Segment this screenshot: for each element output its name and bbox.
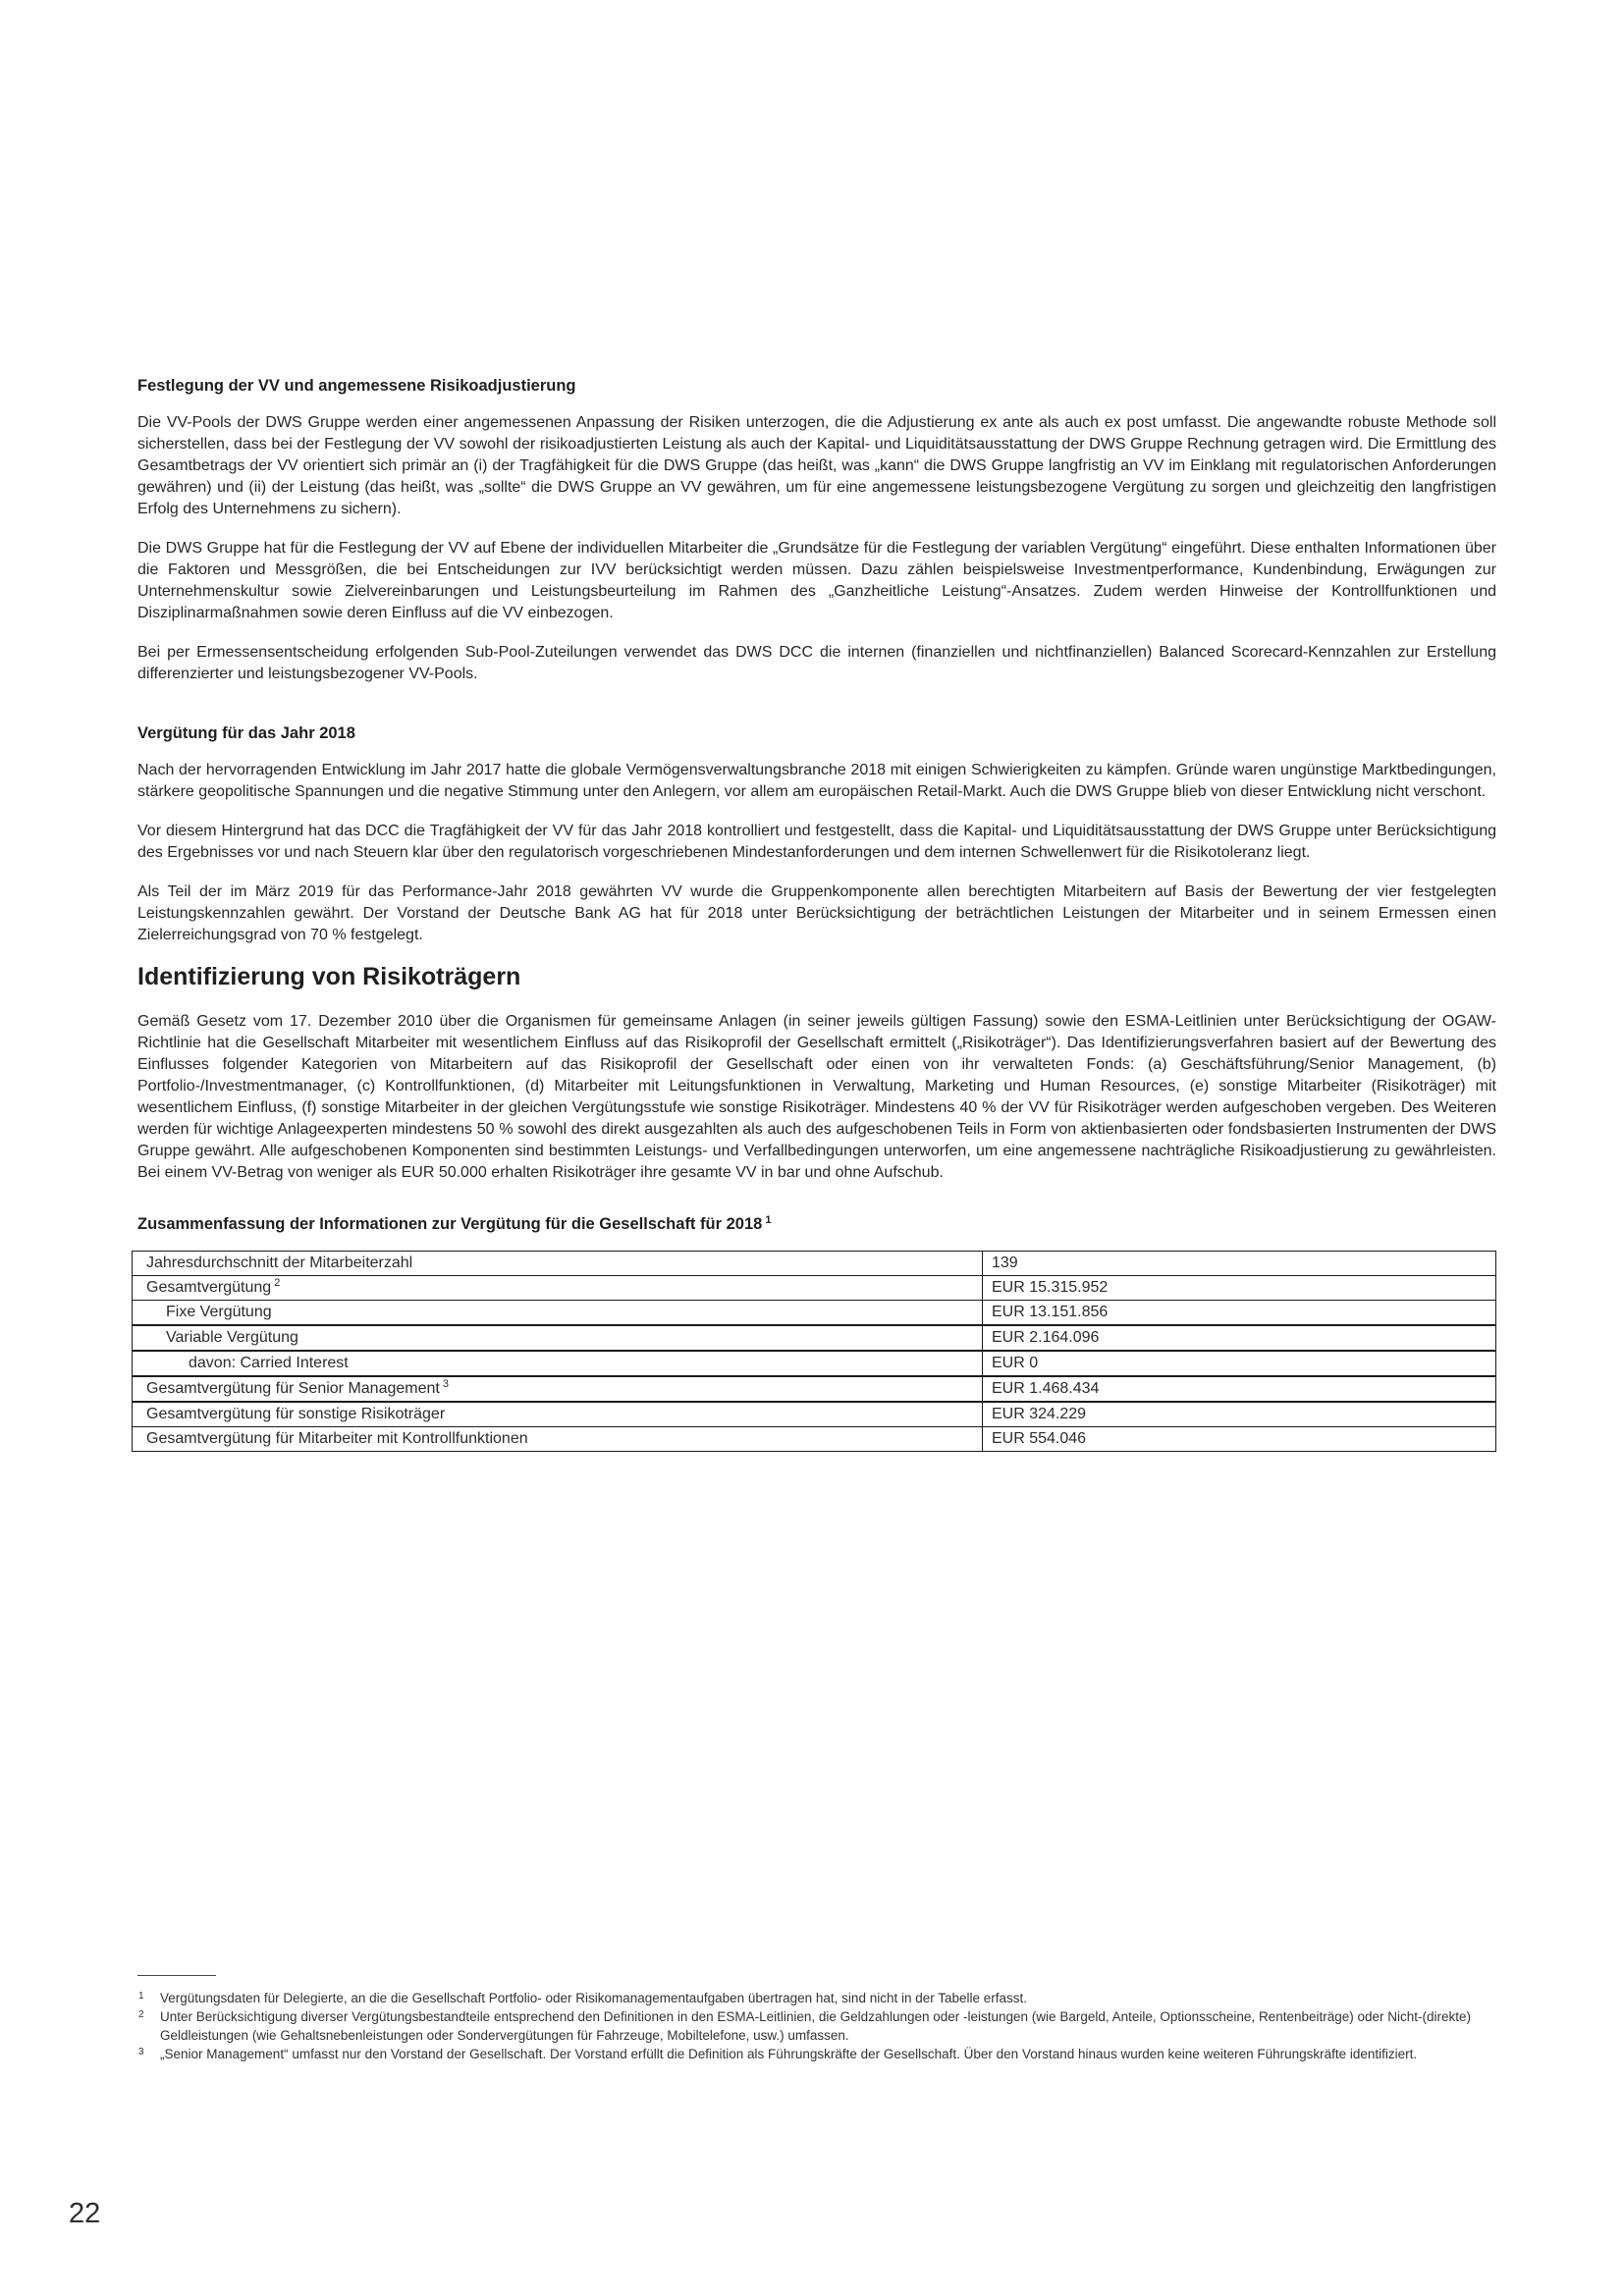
footnote bbox=[137, 2045, 1496, 2063]
paragraph: Die DWS Gruppe hat für die Festlegung der VV auf Ebene der individuellen Mitarbeiter die „Grundsätze für die Festlegung der variablen Vergütung“ eingeführt. Diese enthalten Informationen über die Faktoren und Messgrößen, die bei Entscheidungen zur IVV berücksichtigt werden müssen. Dazu zählen beispielsweise Investmentperformance, Kundenbindung, Erwägungen zur Unternehmenskultur sowie Zielvereinbarungen und Leistungsbeurteilung im Rahmen des „Ganzheitliche Leistung“-Ansatzes. Zudem werden Hinweise der Kontrollfunktionen und Disziplinarmaßnahmen sowie deren Einfluss auf die VV einbezogen. bbox=[137, 540, 1496, 621]
table-title: Zusammenfassung der Informationen zur Vergütung für die Gesellschaft für 2018 $^1$ bbox=[137, 1213, 772, 1233]
row-label-cell: Jahresdurchschnitt der Mitarbeiterzahl bbox=[133, 1252, 983, 1276]
row-label-cell: davon: Carried Interest bbox=[133, 1351, 983, 1376]
paragraph: Vor diesem Hintergrund hat das DCC die Tragfähigkeit der VV für das Jahr 2018 kontrolliert und festgestellt, dass die Kapital- und Liquiditätsausstattung der DWS Gruppe unter Berücksichtigung des Ergebnisses vor und nach Steuern klar über den regulatorisch vorgeschriebenen Mindestanforderungen und dem internen Schwellenwert für die Risikotoleranz liegt. bbox=[137, 823, 1496, 861]
superscript: 2 bbox=[274, 1276, 281, 1289]
table-title-superscript: 1 bbox=[765, 1213, 772, 1226]
table-row bbox=[133, 1351, 1496, 1376]
row-label-cell: Gesamtvergütung $^2$ bbox=[133, 1276, 983, 1301]
paragraph: Nach der hervorragenden Entwicklung im Jahr 2017 hatte die globale Vermögensverwaltungsbranche 2018 mit einigen Schwierigkeiten zu kämpfen. Gründe waren ungünstige Marktbedingungen, stärkere geopolitische Spannungen und die negative Stimmung unter den Anlegern, vor allem am europäischen Retail-Markt. Auch die DWS Gruppe blieb von dieser Entwicklung nicht verschont. bbox=[137, 762, 1496, 800]
table-row bbox=[133, 1376, 1496, 1402]
row-label-cell: Variable Vergütung bbox=[133, 1325, 983, 1351]
footnote-marker: 3 bbox=[138, 2047, 144, 2057]
footnote-rule bbox=[137, 1975, 216, 1976]
row-label-cell: Gesamtvergütung für Mitarbeiter mit Kontrollfunktionen bbox=[133, 1427, 983, 1452]
paragraph: Bei per Ermessensentscheidung erfolgenden Sub-Pool-Zuteilungen verwendet das DWS DCC die internen (finanziellen und nichtfinanziellen) Balanced Scorecard-Kennzahlen zur Erstellung differenzierter und leistungsbezogener VV-Pools. bbox=[137, 644, 1496, 682]
footnote bbox=[137, 1989, 1496, 2007]
section-heading-identifizierung: Identifizierung von Risikoträgern bbox=[137, 963, 521, 990]
table-row bbox=[133, 1301, 1496, 1326]
row-value-cell: EUR 1.468.434 bbox=[983, 1376, 1496, 1402]
footnote bbox=[137, 2007, 1496, 2045]
superscript: 3 bbox=[442, 1377, 449, 1390]
page-number: 22 bbox=[69, 2198, 101, 2229]
footnote-marker: 1 bbox=[138, 1991, 144, 2002]
footnote-text: „Senior Management“ umfasst nur den Vorstand der Gesellschaft. Der Vorstand erfüllt die Definition als Führungskräfte der Gesellschaft. Über den Vorstand hinaus wurden keine weiteren Führungskräfte identifiziert. bbox=[160, 2047, 1418, 2061]
row-value-cell: EUR 13.151.856 bbox=[983, 1301, 1496, 1326]
row-value-cell: EUR 0 bbox=[983, 1351, 1496, 1376]
footnote-text: Unter Berücksichtigung diverser Vergütungsbestandteile entsprechend den Definitionen in den ESMA-Leitlinien, die Geldzahlungen oder -leistungen (wie Bargeld, Anteile, Optionsscheine, Rentenbeiträge) oder Nicht-(direkte) Geldleistungen (wie Gehaltsnebenleistungen oder Sondervergütungen für Fahrzeuge, Mobiltelefone, usw.) umfassen. bbox=[160, 2009, 1472, 2043]
row-value-cell: EUR 15.315.952 bbox=[983, 1276, 1496, 1301]
section-heading-verguetung-2018: Vergütung für das Jahr 2018 bbox=[137, 724, 355, 742]
section-heading-risikoadjustierung: Festlegung der VV und angemessene Risikoadjustierung bbox=[137, 377, 576, 395]
document-body bbox=[137, 375, 1496, 1452]
footnote-text: Vergütungsdaten für Delegierte, an die die Gesellschaft Portfolio- oder Risikomanagementaufgaben übertragen hat, sind nicht in der Tabelle erfasst. bbox=[160, 1991, 1028, 2005]
paragraph: Als Teil der im März 2019 für das Performance-Jahr 2018 gewährten VV wurde die Gruppenkomponente allen berechtigten Mitarbeitern auf Basis der Bewertung der vier festgelegten Leistungskennzahlen gewährt. Der Vorstand der Deutsche Bank AG hat für 2018 unter Berücksichtigung der beträchtlichen Leistungen der Mitarbeiter und in seinem Ermessen einen Zielerreichungsgrad von 70 % festgelegt. bbox=[137, 883, 1496, 943]
footnote-marker: 2 bbox=[138, 2009, 144, 2020]
footnotes-block bbox=[137, 1975, 1496, 2063]
row-value-cell: EUR 324.229 bbox=[983, 1402, 1496, 1427]
table-row bbox=[133, 1325, 1496, 1351]
table-row bbox=[133, 1276, 1496, 1301]
row-label-cell: Gesamtvergütung für sonstige Risikoträger bbox=[133, 1402, 983, 1427]
table-row bbox=[133, 1427, 1496, 1452]
paragraph: Gemäß Gesetz vom 17. Dezember 2010 über die Organismen für gemeinsame Anlagen (in seiner jeweils gültigen Fassung) sowie den ESMA-Leitlinien unter Berücksichtigung der OGAW-Richtlinie hat die Gesellschaft Mitarbeiter mit wesentlichem Einfluss auf das Risikoprofil der Gesellschaft ermittelt („Risikoträger“). Das Identifizierungsverfahren basiert auf der Bewertung des Einflusses folgender Kategorien von Mitarbeitern auf das Risikoprofil der Gesellschaft oder einen von ihr verwalteten Fonds: (a) Geschäftsführung/Senior Management, (b) Portfolio-/Investmentmanager, (c) Kontrollfunktionen, (d) Mitarbeiter mit Leitungsfunktionen in Verwaltung, Marketing und Human Resources, (e) sonstige Mitarbeiter (Risikoträger) mit wesentlichem Einfluss, (f) sonstige Mitarbeiter in der gleichen Vergütungsstufe wie sonstige Risikoträger. Mindestens 40 % der VV für Risikoträger werden aufgeschoben vergeben. Des Weiteren werden für wichtige Anlageexperten mindestens 50 % sowohl des direkt ausgezahlten als auch des aufgeschobenen Teils in Form von aktienbasierten oder fondsbasierten Instrumenten der DWS Gruppe gewährt. Alle aufgeschobenen Komponenten sind bestimmten Leistungs- und Verfallbedingungen unterworfen, um eine angemessene nachträgliche Risikoadjustierung zu gewährleisten. Bei einem VV-Betrag von weniger als EUR 50.000 erhalten Risikoträger ihre gesamte VV in bar und ohne Aufschub. bbox=[137, 1013, 1496, 1181]
table-row bbox=[133, 1402, 1496, 1427]
compensation-summary-table bbox=[132, 1251, 1496, 1452]
paragraph: Die VV-Pools der DWS Gruppe werden einer angemessenen Anpassung der Risiken unterzogen, die die Adjustierung ex ante als auch ex post umfasst. Die angewandte robuste Methode soll sicherstellen, dass bei der Festlegung der VV sowohl der risikoadjustierten Leistung als auch der Kapital- und Liquiditätsausstattung der DWS Gruppe Rechnung getragen wird. Die Ermittlung des Gesamtbetrags der VV orientiert sich primär an (i) der Tragfähigkeit für die DWS Gruppe (das heißt, was „kann“ die DWS Gruppe langfristig an VV im Einklang mit regulatorischen Anforderungen gewähren) und (ii) der Leistung (das heißt, was „sollte“ die DWS Gruppe an VV gewähren, um für eine angemessene leistungsbezogene Vergütung zu sorgen und gleichzeitig den langfristigen Erfolg des Unternehmens zu sichern). bbox=[137, 414, 1496, 517]
row-value-cell: EUR 554.046 bbox=[983, 1427, 1496, 1452]
row-label-cell: Gesamtvergütung für Senior Management $^3$ bbox=[133, 1376, 983, 1402]
row-label-cell: Fixe Vergütung bbox=[133, 1301, 983, 1326]
row-value-cell: 139 bbox=[983, 1252, 1496, 1276]
row-value-cell: EUR 2.164.096 bbox=[983, 1325, 1496, 1351]
table-row bbox=[133, 1252, 1496, 1276]
